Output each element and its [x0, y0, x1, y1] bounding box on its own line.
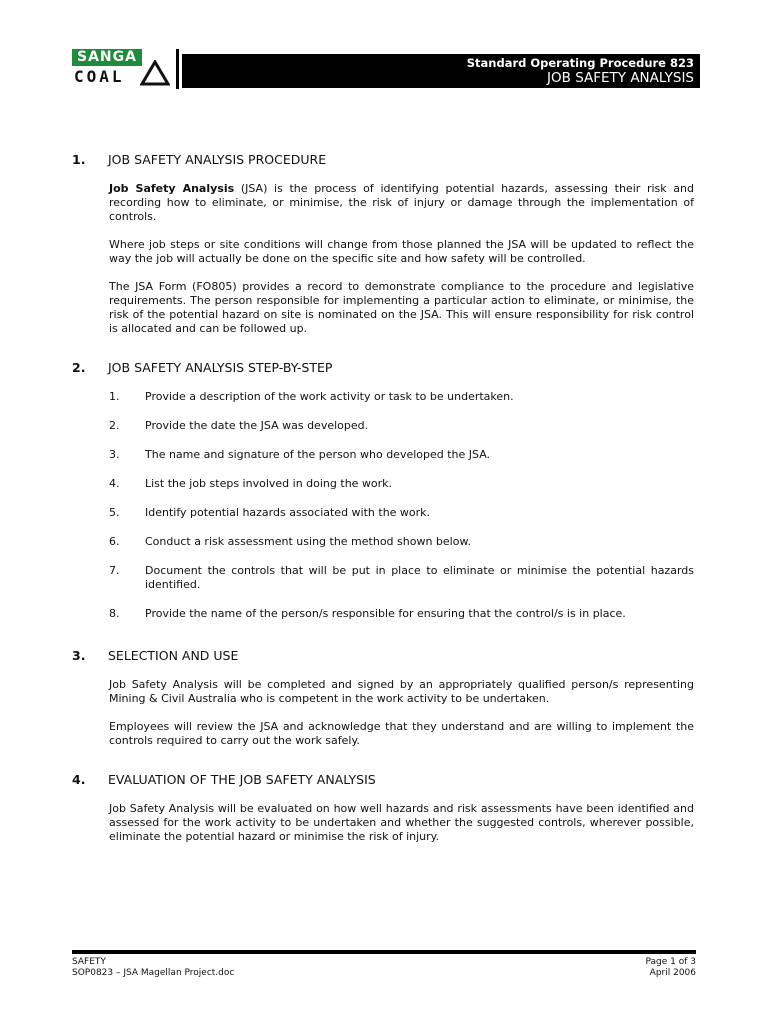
section-number: 3.	[72, 648, 86, 663]
step-number: 5.	[109, 506, 120, 519]
footer-category: SAFETY	[72, 957, 106, 967]
section-title: EVALUATION OF THE JOB SAFETY ANALYSIS	[108, 772, 376, 787]
list-item	[109, 477, 694, 491]
section-number: 4.	[72, 772, 86, 787]
header-divider	[176, 49, 179, 89]
list-item	[109, 535, 694, 549]
step-number: 2.	[109, 419, 120, 432]
paragraph: Employees will review the JSA and acknowledge that they understand and are willing to implement the controls required to carry out the work safely.	[109, 720, 694, 747]
footer-page-number: Page 1 of 3	[645, 957, 696, 967]
step-number: 6.	[109, 535, 120, 548]
step-list	[109, 390, 694, 621]
step-text: List the job steps involved in doing the work.	[145, 477, 393, 490]
step-text: Provide the date the JSA was developed.	[145, 419, 369, 432]
paragraph: Job Safety Analysis will be evaluated on how well hazards and risk assessments have been identified and assessed for the work activity to be undertaken and whether the suggested controls, wherever possible, eliminate the potential hazard or minimise the risk of injury.	[109, 802, 694, 843]
document-title: JOB SAFETY ANALYSIS	[547, 70, 694, 86]
bold-term: Job Safety Analysis	[109, 182, 235, 195]
paragraph: The JSA Form (FO805) provides a record to demonstrate compliance to the procedure and legislative requirements. The person responsible for implementing a particular action to eliminate, or minimise, the risk of the potential hazard on site is nominated on the JSA. This will ensure responsibility for risk control is allocated and can be followed up.	[109, 280, 694, 335]
paragraph: Job Safety Analysis will be completed and signed by an appropriately qualified person/s representing Mining & Civil Australia who is competent in the work activity to be undertaken.	[109, 678, 694, 705]
paragraph: Where job steps or site conditions will change from those planned the JSA will be updated to reflect the way the job will actually be done on the specific site and how safety will be controlled.	[109, 238, 694, 265]
step-text: Document the controls that will be put in place to eliminate or minimise the potential hazards identified.	[145, 564, 694, 591]
section-title: JOB SAFETY ANALYSIS STEP-BY-STEP	[108, 360, 333, 375]
step-number: 7.	[109, 564, 120, 577]
list-item	[109, 607, 694, 621]
step-number: 8.	[109, 607, 120, 620]
list-item	[109, 390, 694, 404]
step-number: 1.	[109, 390, 120, 403]
footer-date: April 2006	[649, 968, 696, 978]
logo-sanga-text: SANGA	[72, 49, 142, 66]
step-text: Provide the name of the person/s responsible for ensuring that the control/s is in place.	[145, 607, 626, 620]
paragraph-text: (JSA) is the process of identifying potential hazards, assessing their risk and recording how to eliminate, or minimise, the risk of injury or damage through the implementation of controls.	[109, 182, 694, 223]
header-title-bar	[182, 54, 700, 88]
step-text: Identify potential hazards associated with the work.	[145, 506, 431, 519]
footer-filename: SOP0823 – JSA Magellan Project.doc	[72, 968, 235, 978]
list-item	[109, 448, 694, 462]
section-heading	[72, 772, 694, 788]
step-text: Provide a description of the work activity or task to be undertaken.	[145, 390, 514, 403]
sop-label: Standard Operating Procedure 823	[466, 56, 694, 70]
section-number: 2.	[72, 360, 86, 375]
section-title: JOB SAFETY ANALYSIS PROCEDURE	[108, 152, 327, 167]
step-text: The name and signature of the person who developed the JSA.	[145, 448, 491, 461]
step-text: Conduct a risk assessment using the method shown below.	[145, 535, 471, 548]
step-number: 3.	[109, 448, 120, 461]
logo-triangle-icon	[140, 60, 170, 86]
company-logo	[72, 49, 170, 87]
section-title: SELECTION AND USE	[108, 648, 239, 663]
section-heading	[72, 648, 694, 664]
section-heading	[72, 152, 694, 168]
footer-rule	[72, 950, 696, 954]
paragraph	[109, 182, 694, 224]
step-number: 4.	[109, 477, 120, 490]
logo-coal-text: COAL	[74, 67, 125, 86]
list-item	[109, 564, 694, 592]
list-item	[109, 419, 694, 433]
document-body	[72, 152, 694, 858]
list-item	[109, 506, 694, 520]
section-heading	[72, 360, 694, 376]
section-number: 1.	[72, 152, 86, 167]
